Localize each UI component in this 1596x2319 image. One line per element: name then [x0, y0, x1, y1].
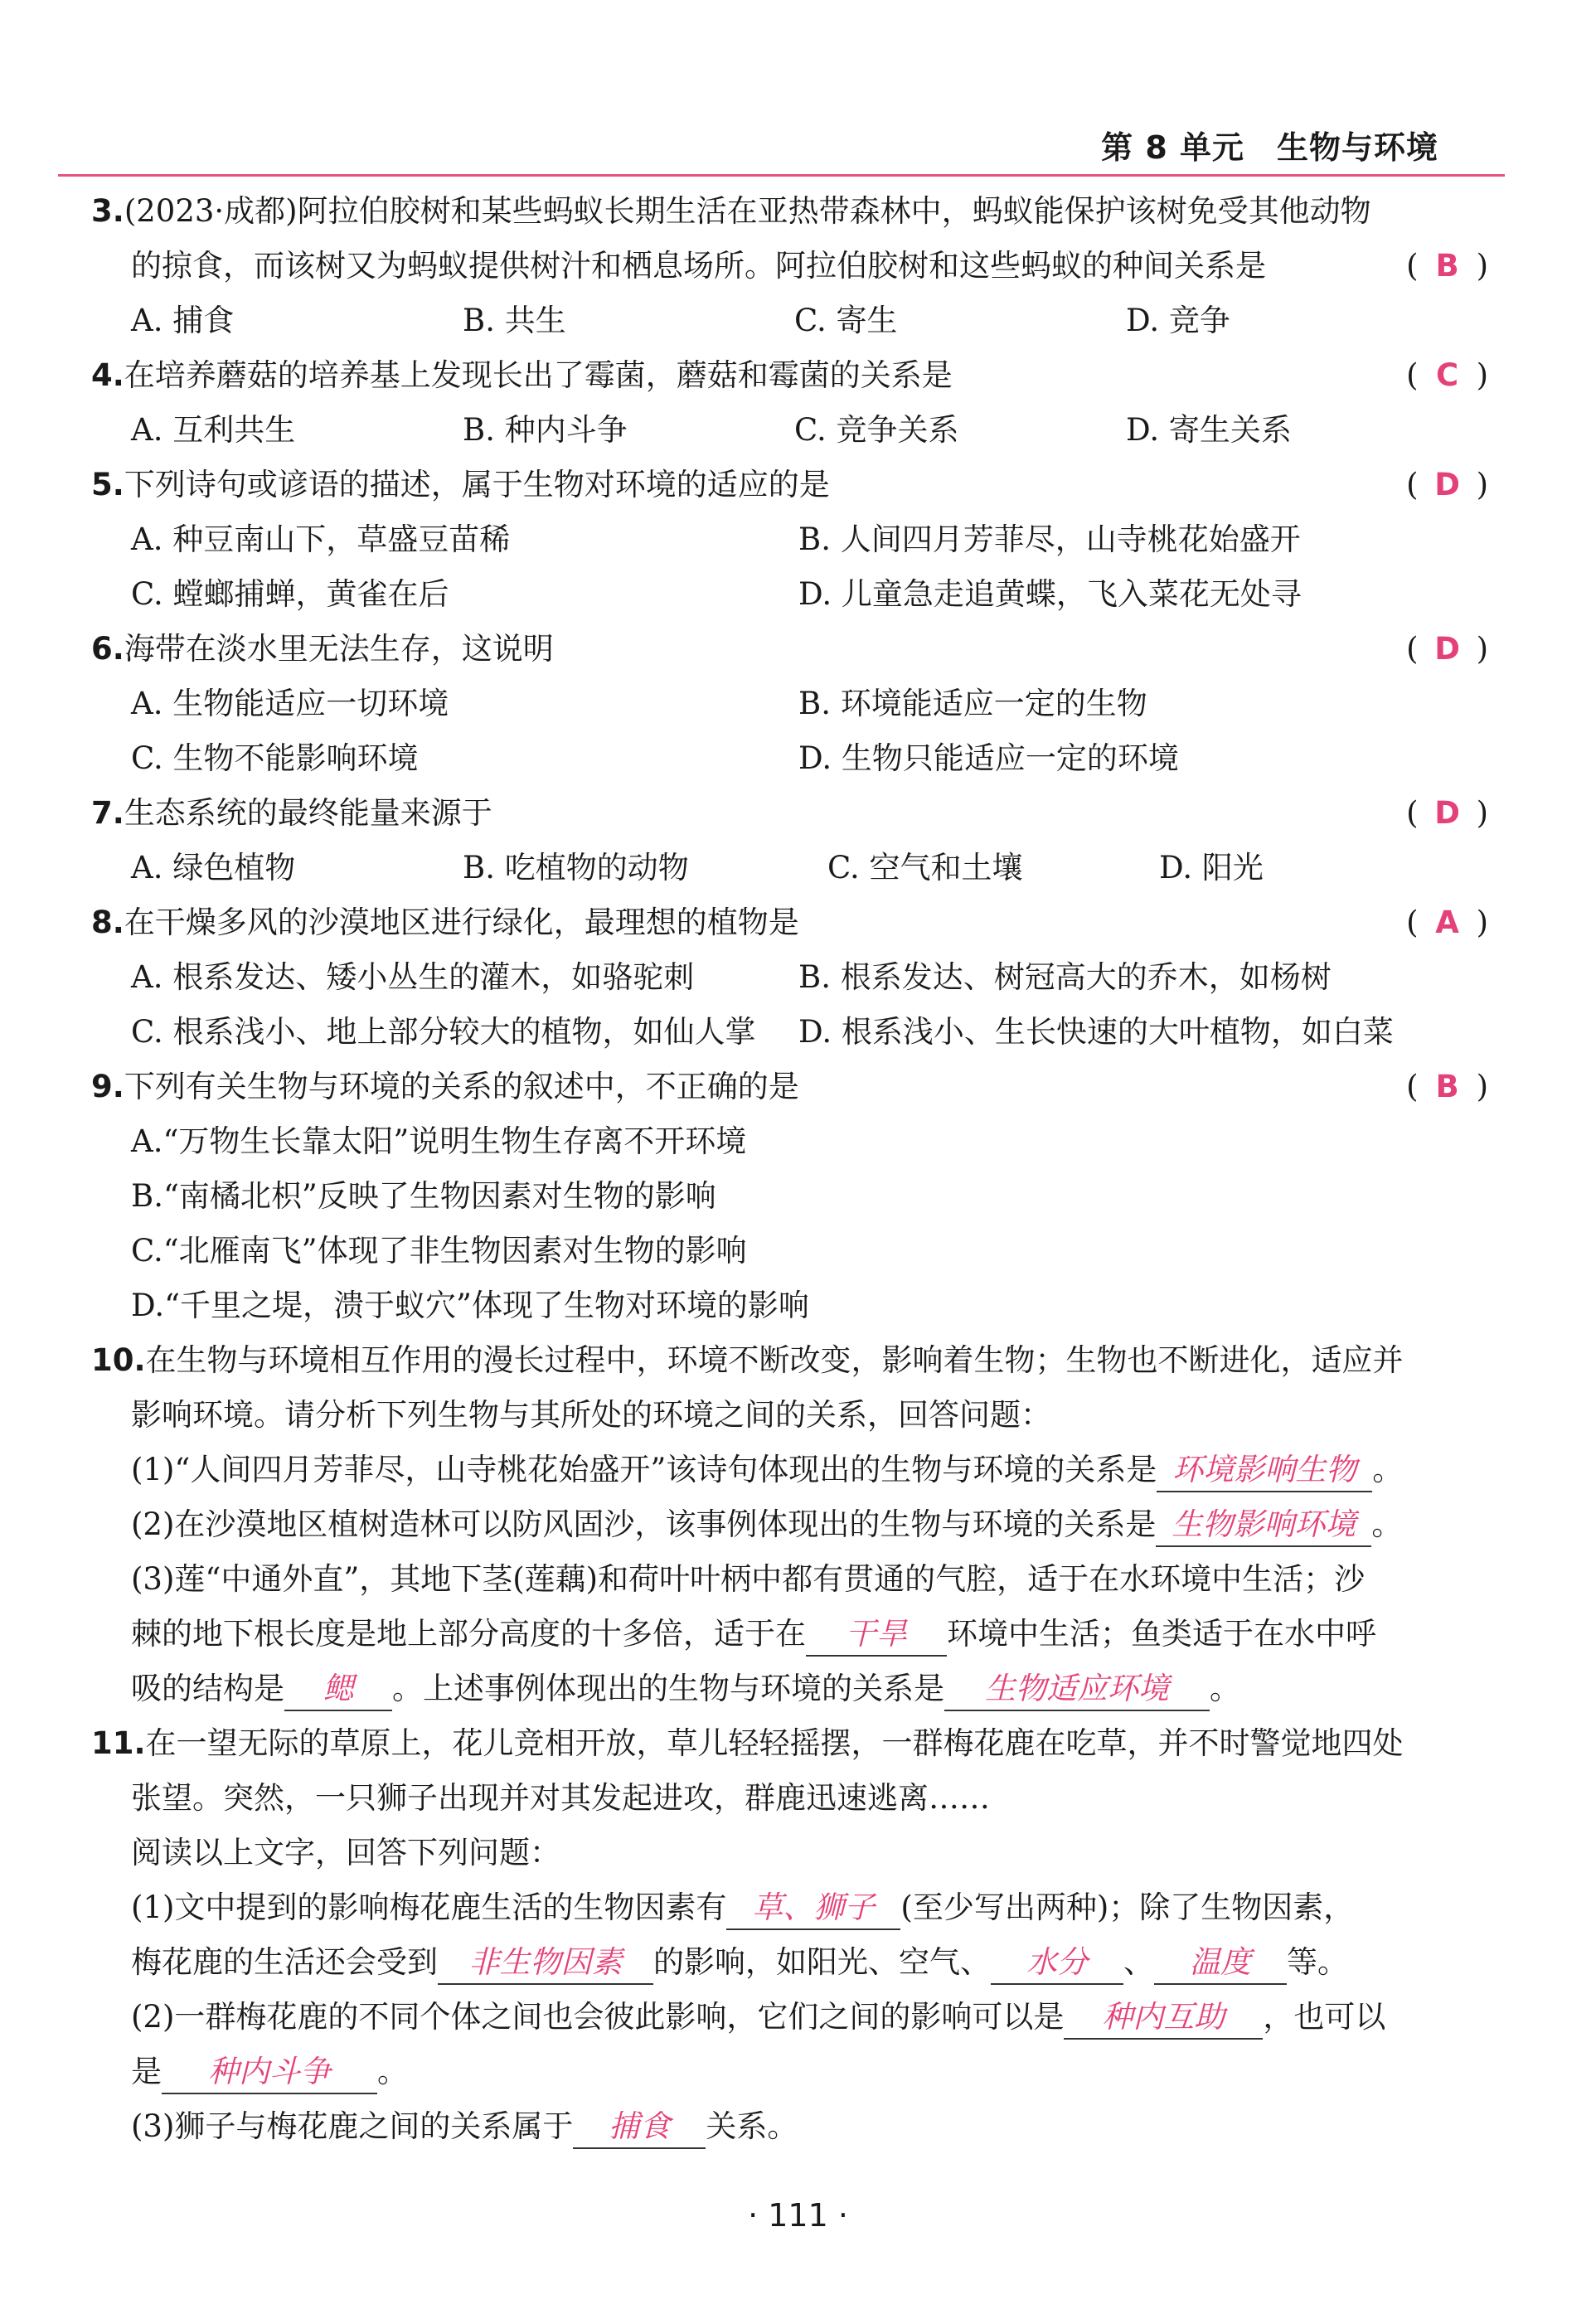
- option: A. 捕食: [131, 303, 235, 338]
- option: A. 根系发达、矮小丛生的灌木，如骆驼刺: [131, 959, 695, 995]
- option: B. 根系发达、树冠高大的乔木，如杨树: [798, 959, 1332, 995]
- sub-question-3: (3)莲“中通外直”，其地下茎(莲藕)和荷叶叶柄中都有贯通的气腔，适于在水环境中生活；沙: [131, 1561, 1366, 1597]
- option: B. 环境能适应一定的生物: [798, 686, 1147, 721]
- question-6: [91, 622, 1488, 677]
- question-text: 的掠食，而该树又为蚂蚁提供树汁和栖息场所。阿拉伯胶树和这些蚂蚁的种间关系是: [131, 248, 1266, 284]
- answer-blank: 鳃: [284, 1668, 392, 1711]
- sub-question-1: (1)文中提到的影响梅花鹿生活的生物因素有 草、狮子 (至少写出两种)；除了生物因素，: [91, 1880, 1488, 1935]
- option: B. 人间四月芳菲尽，山寺桃花始盛开: [798, 522, 1301, 557]
- sub-question-2: (2)一群梅花鹿的不同个体之间也会彼此影响，它们之间的影响可以是 种内互助 ，也可以: [91, 1990, 1488, 2045]
- sub-question-2: (2)在沙漠地区植树造林可以防风固沙，该事例体现出的生物与环境的关系是 生物影响环境 。: [91, 1497, 1488, 1552]
- answer-letter: B: [1435, 248, 1459, 284]
- answer-bracket: ( D ): [1406, 786, 1488, 841]
- options: [91, 950, 1488, 1005]
- options: [91, 677, 1488, 731]
- question-number: 9.: [91, 1069, 124, 1104]
- question-3: [91, 184, 1488, 239]
- question-text: 在一望无际的草原上，花儿竞相开放，草儿轻轻摇摆，一群梅花鹿在吃草，并不时警觉地四处: [145, 1725, 1404, 1761]
- question-text: 在生物与环境相互作用的漫长过程中，环境不断改变，影响着生物；生物也不断进化，适应并: [145, 1342, 1404, 1378]
- option: C. 空气和土壤: [827, 850, 1023, 885]
- option: B. 种内斗争: [463, 412, 628, 448]
- answer-blank: 生物影响环境: [1156, 1504, 1371, 1547]
- question-4: [91, 348, 1488, 403]
- answer-blank: 生物适应环境: [944, 1668, 1210, 1711]
- question-text: (2023·成都)阿拉伯胶树和某些蚂蚁长期生活在亚热带森林中，蚂蚁能保护该树免受其他动物: [124, 193, 1371, 229]
- question-text: 影响环境。请分析下列生物与其所处的环境之间的关系，回答问题：: [131, 1397, 1051, 1433]
- answer-blank: 环境影响生物: [1157, 1449, 1372, 1492]
- answer-blank: 温度: [1154, 1942, 1287, 1985]
- page-header: [58, 114, 1505, 177]
- question-number: 4.: [91, 357, 124, 393]
- options: [91, 294, 1488, 348]
- answer-blank: 捕食: [573, 2106, 706, 2149]
- question-text: 下列诗句或谚语的描述，属于生物对环境的适应的是: [124, 467, 830, 502]
- question-9: [91, 1060, 1488, 1114]
- options: [91, 731, 1488, 786]
- option: C. 螳螂捕蝉，黄雀在后: [131, 576, 449, 612]
- option: C. 寄生: [794, 303, 898, 338]
- option: C. 竞争关系: [794, 412, 959, 448]
- option: A. 互利共生: [131, 412, 296, 448]
- options: [91, 403, 1488, 458]
- question-number: 8.: [91, 905, 124, 940]
- options: [91, 567, 1488, 622]
- question-text: 在干燥多风的沙漠地区进行绿化，最理想的植物是: [124, 905, 799, 940]
- answer-letter: D: [1434, 631, 1460, 667]
- question-text: 张望。突然，一只狮子出现并对其发起进攻，群鹿迅速逃离……: [131, 1780, 990, 1816]
- answer-letter: C: [1435, 357, 1459, 393]
- answer-blank: 种内互助: [1064, 1996, 1263, 2040]
- answer-bracket: ( C ): [1406, 348, 1488, 403]
- question-number: 11.: [91, 1725, 146, 1761]
- question-text: 下列有关生物与环境的关系的叙述中，不正确的是: [124, 1069, 799, 1104]
- question-text: 在培养蘑菇的培养基上发现长出了霉菌，蘑菇和霉菌的关系是: [124, 357, 953, 393]
- question-list: 3.(2023·成都)阿拉伯胶树和某些蚂蚁长期生活在亚热带森林中，蚂蚁能保护该树免受其他动物 的掠食，而该树又为蚂蚁提供树汁和栖息场所。阿拉伯胶树和这些蚂蚁的种间关系是 ( B ) A. 捕食 B. 共生 C. 寄生 D. 竞争 4.在培养蘑菇的培养基上发现长出了霉菌，蘑菇和霉菌的关系是 ( C ) A. 互利共生 B. 种内斗争 C. 竞争关系 D. 寄生关系 5.下列诗句或谚语的描述，属于生物对环境的适应的是 ( D ) A. 种豆南山下，草盛豆苗稀 B. 人间四月芳菲尽，山寺桃花始盛开 C. 螳螂捕蝉，黄雀在后 D. 儿童急走追黄蝶，飞入菜花无处寻 6.海带在淡水里无法生存，这说明 ( D ) A. 生物能适应一切环境 B. 环境能适应一定的生物 C. 生物不能影响环境 D. 生物只能适应一定的环境 7.生态系统的最终能量来源于 ( D ) A. 绿色植物 B. 吃植物的动物 C. 空气和土壤 D. 阳光 8.在干燥多风的沙漠地区进行绿化，最理想的植物是 ( A ) A. 根系发达、矮小丛生的灌木，如骆驼刺 B. 根系发达、树冠高大的乔木，如杨树 C. 根系浅小、地上部分较大的植物，如仙人掌 D. 根系浅小、生长快速的大叶植物，如白菜 9.下列有关生物与环境的关系的叙述中，不正确的是 ( B ) A.“万物生长靠太阳”说明生物生存离不开环境 B.“南橘北枳”反映了生物因素对生物的影响 C.“北雁南飞”体现了非生物因素对生物的影响 D.“千里之堤，溃于蚁穴”体现了生物对环境的影响 10.在生物与环境相互作用的漫长过程中，环境不断改变，影响着生物；生物也不断进化，适应并 影响环境。请分析下列生物与其所处的环境之间的关系，回答问题： (1)“人间四月芳菲尽，山寺桃花始盛开”该诗句体现出的生物与环境的关系是 环境影响生物 。 (2)在沙漠地区植树造林可以防风固沙，该事例体现出的生物与环境的关系是 生物影响环境 。 (3)莲“中通外直”，其地下茎(莲藕)和荷叶叶柄中都有贯通的气腔，适于在水环境中生活；沙 棘的地下根长度是地上部分高度的十多倍，适于在 干旱 环境中生活；鱼类适于在水中呼 吸的结构是 鳃 。上述事例体现出的生物与环境的关系是 生物适应环境 。 11.在一望无际的草原上，花儿竞相开放，草儿轻轻摇摆，一群梅花鹿在吃草，并不时警觉地四处 张望。突然，一只狮子出现并对其发起进攻，群鹿迅速逃离…… 阅读以上文字，回答下列问题： (1)文中提到的影响梅花鹿生活的生物因素有 草、狮子 (至少写出两种)；除了生物因素， 梅花鹿的生活还会受到 非生物因素 的影响，如阳光、空气、 水分 、 温度 等。 (2)一群梅花鹿的不同个体之间也会彼此影响，它们之间的影响可以是 种内互助 ，也可以 是 种内斗争 。 (3)狮子与梅花鹿之间的关系属于 捕食 关系。: [91, 184, 1488, 2154]
- sub-question-1: (1)“人间四月芳菲尽，山寺桃花始盛开”该诗句体现出的生物与环境的关系是 环境影响生物 。: [91, 1443, 1488, 1497]
- option: D. 生物只能适应一定的环境: [798, 740, 1179, 776]
- question-5: [91, 458, 1488, 512]
- option: A. 生物能适应一切环境: [131, 686, 449, 721]
- question-number: 7.: [91, 795, 124, 831]
- option: D. 儿童急走追黄蝶，飞入菜花无处寻: [798, 576, 1302, 612]
- question-number: 5.: [91, 467, 124, 502]
- answer-letter: D: [1434, 795, 1460, 831]
- answer-letter: D: [1434, 467, 1460, 502]
- question-text: 海带在淡水里无法生存，这说明: [124, 631, 554, 667]
- option: B. 吃植物的动物: [463, 850, 689, 885]
- sub-question-3: (3)狮子与梅花鹿之间的关系属于 捕食 关系。: [91, 2099, 1488, 2154]
- answer-blank: 水分: [991, 1942, 1123, 1985]
- option: C. 根系浅小、地上部分较大的植物，如仙人掌: [131, 1014, 756, 1050]
- answer-bracket: ( D ): [1406, 458, 1488, 512]
- question-number: 10.: [91, 1342, 146, 1378]
- answer-blank: 种内斗争: [162, 2051, 377, 2094]
- option: D. 寄生关系: [1126, 412, 1292, 448]
- answer-letter: A: [1435, 905, 1459, 940]
- answer-bracket: ( A ): [1406, 895, 1488, 950]
- option: C. 生物不能影响环境: [131, 740, 419, 776]
- option: D.“千里之堤，溃于蚁穴”体现了生物对环境的影响: [131, 1288, 809, 1323]
- options: [91, 512, 1488, 567]
- options: [91, 1005, 1488, 1060]
- question-prompt: 阅读以上文字，回答下列问题：: [131, 1835, 560, 1870]
- option: D. 竞争: [1126, 303, 1230, 338]
- option: A. 种豆南山下，草盛豆苗稀: [131, 522, 511, 557]
- option: D. 阳光: [1159, 850, 1264, 885]
- answer-bracket: ( B ): [1406, 1060, 1488, 1114]
- option: D. 根系浅小、生长快速的大叶植物，如白菜: [798, 1014, 1394, 1050]
- option: C.“北雁南飞”体现了非生物因素对生物的影响: [131, 1233, 747, 1269]
- answer-letter: B: [1435, 1069, 1459, 1104]
- option: A. 绿色植物: [131, 850, 296, 885]
- question-number: 6.: [91, 631, 124, 667]
- answer-blank: 草、狮子: [726, 1887, 900, 1930]
- question-text: 生态系统的最终能量来源于: [124, 795, 492, 831]
- question-10: [91, 1333, 1488, 1388]
- option: A.“万物生长靠太阳”说明生物生存离不开环境: [131, 1123, 747, 1159]
- answer-bracket: ( D ): [1406, 622, 1488, 677]
- question-11: [91, 1716, 1488, 1771]
- unit-title: 第 8 单元 生物与环境: [1101, 129, 1438, 166]
- question-7: [91, 786, 1488, 841]
- answer-bracket: ( B ): [1406, 239, 1488, 294]
- options: [91, 841, 1488, 895]
- question-number: 3.: [91, 193, 124, 229]
- option: B.“南橘北枳”反映了生物因素对生物的影响: [131, 1178, 716, 1214]
- answer-blank: 干旱: [806, 1613, 947, 1657]
- answer-blank: 非生物因素: [438, 1942, 653, 1985]
- option: B. 共生: [463, 303, 566, 338]
- page-number: · 111 ·: [748, 2197, 848, 2234]
- question-8: [91, 895, 1488, 950]
